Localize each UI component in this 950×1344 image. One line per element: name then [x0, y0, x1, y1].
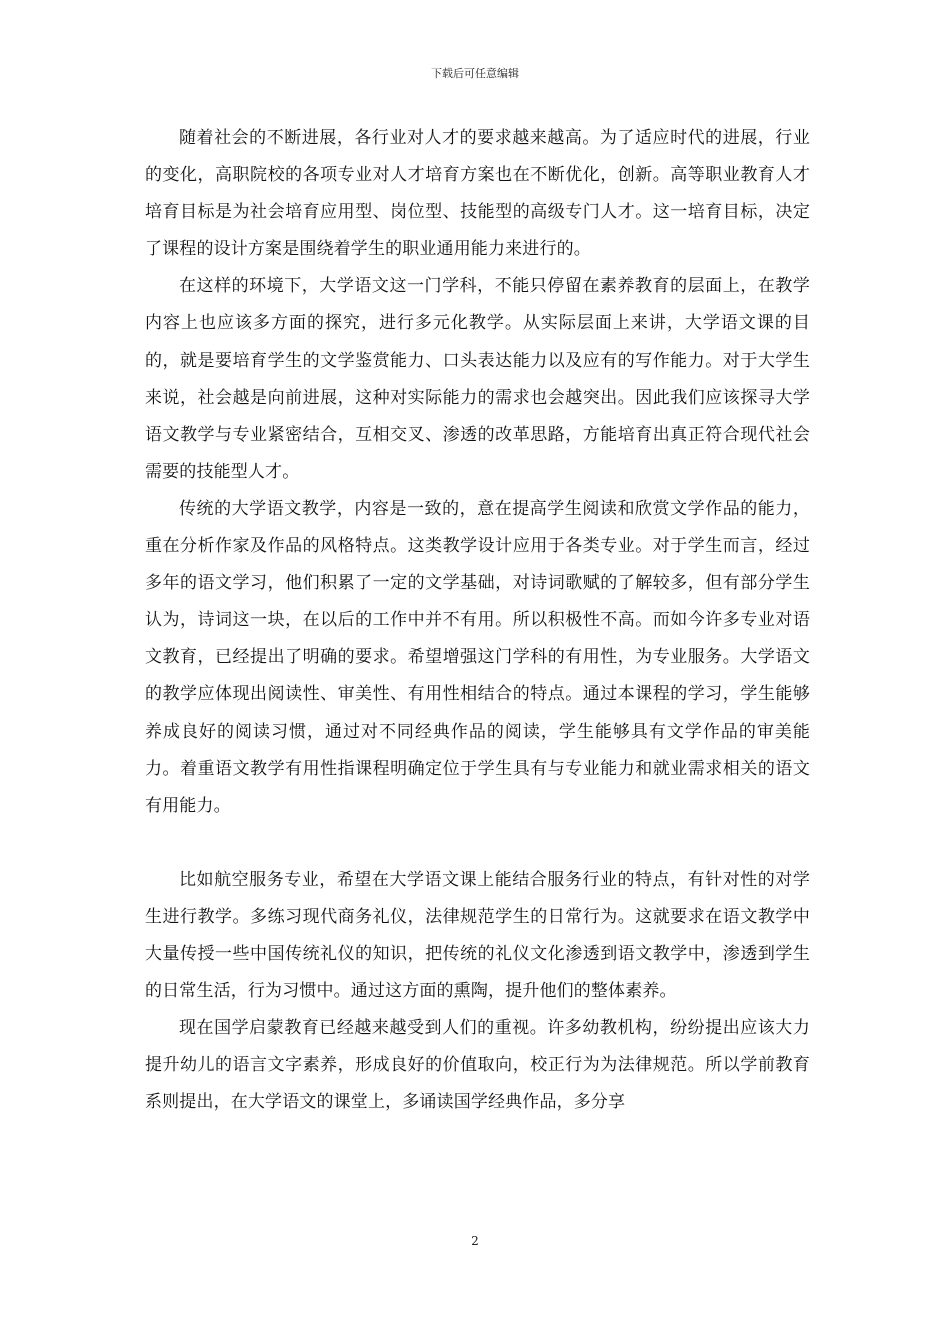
paragraph: 比如航空服务专业，希望在大学语文课上能结合服务行业的特点，有针对性的对学生进行教学。多练习现代商务礼仪，法律规范学生的日常行为。这就要求在语文教学中大量传授一些中国传统礼仪的知识，把传统的礼仪文化渗透到语文教学中，渗透到学生的日常生活，行为习惯中。通过这方面的熏陶，提升他们的整体素养。: [145, 869, 810, 1002]
paragraph: 随着社会的不断进展，各行业对人才的要求越来越高。为了适应时代的进展，行业的变化，高职院校的各项专业对人才培育方案也在不断优化，创新。高等职业教育人才培育目标是为社会培育应用型、岗位型、技能型的高级专门人才。这一培育目标，决定了课程的设计方案是围绕着学生的职业通用能力来进行的。: [145, 128, 810, 260]
document-body: [145, 120, 810, 1121]
paragraph: 传统的大学语文教学，内容是一致的，意在提高学生阅读和欣赏文学作品的能力，重在分析作家及作品的风格特点。这类教学设计应用于各类专业。对于学生而言，经过多年的语文学习，他们积累了一定的文学基础，对诗词歌赋的了解较多，但有部分学生认为，诗词这一块，在以后的工作中并不有用。所以积极性不高。而如今许多专业对语文教育，已经提出了明确的要求。希望增强这门学科的有用性，为专业服务。大学语文的教学应体现出阅读性、审美性、有用性相结合的特点。通过本课程的学习，学生能够养成良好的阅读习惯，通过对不同经典作品的阅读，学生能够具有文学作品的审美能力。着重语文教学有用性指课程明确定位于学生具有与专业能力和就业需求相关的语文有用能力。: [145, 498, 810, 816]
page-number: 2: [471, 1234, 479, 1248]
paragraph: 在这样的环境下，大学语文这一门学科，不能只停留在素养教育的层面上，在教学内容上也应该多方面的探究，进行多元化教学。从实际层面上来讲，大学语文课的目的，就是要培育学生的文学鉴赏能力、口头表达能力以及应有的写作能力。对于大学生来说，社会越是向前进展，这种对实际能力的需求也会越突出。因此我们应该探寻大学语文教学与专业紧密结合，互相交叉、渗透的改革思路，方能培育出真正符合现代社会需要的技能型人才。: [145, 276, 810, 482]
page-header: 下载后可任意编辑: [431, 67, 519, 80]
paragraph: 现在国学启蒙教育已经越来越受到人们的重视。许多幼教机构，纷纷提出应该大力提升幼儿的语言文字素养，形成良好的价值取向，校正行为为法律规范。所以学前教育系则提出，在大学语文的课堂上，多诵读国学经典作品，多分享: [145, 1018, 810, 1113]
